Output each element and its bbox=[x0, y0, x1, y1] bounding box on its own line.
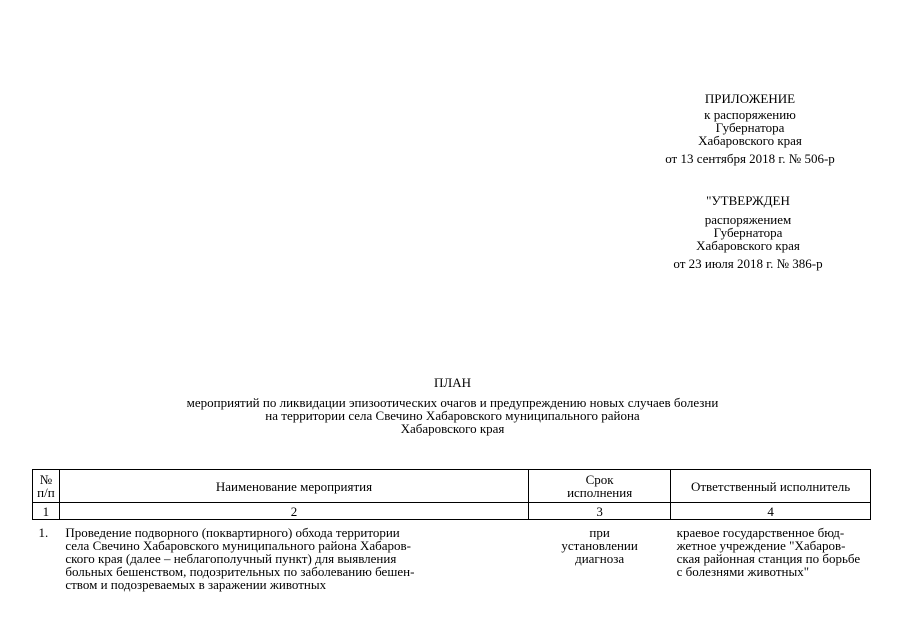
appendix-line: к распоряжению bbox=[704, 107, 796, 122]
appendix-date: от 13 сентября 2018 г. № 506-р bbox=[665, 151, 835, 166]
row-num: 1. bbox=[38, 525, 49, 540]
plan-subtitle-line: на территории села Свечино Хабаровского муниципального района bbox=[265, 408, 640, 423]
row-deadline-line: установлении bbox=[561, 538, 638, 553]
row-name-line: больных бешенством, подозрительных по заболеванию бешен- bbox=[65, 564, 415, 579]
row-name-line: Проведение подворного (поквартирного) обхода территории bbox=[65, 525, 400, 540]
header-executor: Ответственный исполнитель bbox=[671, 470, 871, 503]
row-deadline-line: при bbox=[589, 525, 610, 540]
approved-date: от 23 июля 2018 г. № 386-р bbox=[673, 256, 823, 271]
row-executor bbox=[671, 520, 871, 592]
appendix-title: ПРИЛОЖЕНИЕ bbox=[704, 91, 796, 106]
appendix-block bbox=[640, 92, 860, 165]
table-row bbox=[33, 520, 871, 592]
row-name-line: села Свечино Хабаровского муниципального района Хабаров- bbox=[65, 538, 411, 553]
approved-line: Хабаровского края bbox=[696, 238, 800, 253]
header-deadline bbox=[529, 470, 671, 503]
header-deadline-line: Срок bbox=[585, 472, 614, 487]
plan-subtitle-line: Хабаровского края bbox=[400, 421, 505, 436]
table-header-row bbox=[33, 470, 871, 503]
row-name bbox=[59, 520, 528, 592]
row-deadline-line: диагноза bbox=[575, 551, 625, 566]
row-name-line: ством и подозреваемых в заражении животных bbox=[65, 577, 327, 592]
column-number: 3 bbox=[529, 503, 671, 520]
row-deadline bbox=[529, 520, 671, 592]
approved-title: "УТВЕРЖДЕН bbox=[706, 193, 790, 208]
row-executor-line: с болезнями животных" bbox=[676, 564, 810, 579]
approved-line: распоряжением bbox=[704, 212, 792, 227]
header-name: Наименование мероприятия bbox=[59, 470, 528, 503]
plan-title: ПЛАН bbox=[434, 375, 471, 390]
table-column-numbers-row bbox=[33, 503, 871, 520]
header-deadline-line: исполнения bbox=[567, 485, 633, 500]
header-num bbox=[33, 470, 60, 503]
header-num-line: п/п bbox=[37, 485, 55, 500]
header-num-line: № bbox=[39, 472, 53, 487]
column-number: 1 bbox=[33, 503, 60, 520]
plan-table bbox=[32, 469, 871, 591]
column-number: 2 bbox=[59, 503, 528, 520]
plan-subtitle-line: мероприятий по ликвидации эпизоотических очагов и предупреждению новых случаев болезни bbox=[186, 395, 719, 410]
row-executor-line: краевое государственное бюд- bbox=[676, 525, 845, 540]
row-name-line: ского края (далее – неблагополучный пункт) для выявления bbox=[65, 551, 397, 566]
row-executor-line: ская районная станция по борьбе bbox=[676, 551, 861, 566]
appendix-line: Губернатора bbox=[715, 120, 785, 135]
appendix-line: Хабаровского края bbox=[698, 133, 802, 148]
approved-line: Губернатора bbox=[713, 225, 783, 240]
plan-heading bbox=[0, 376, 905, 435]
column-number: 4 bbox=[671, 503, 871, 520]
approved-block bbox=[638, 194, 858, 270]
row-executor-line: жетное учреждение "Хабаров- bbox=[676, 538, 846, 553]
